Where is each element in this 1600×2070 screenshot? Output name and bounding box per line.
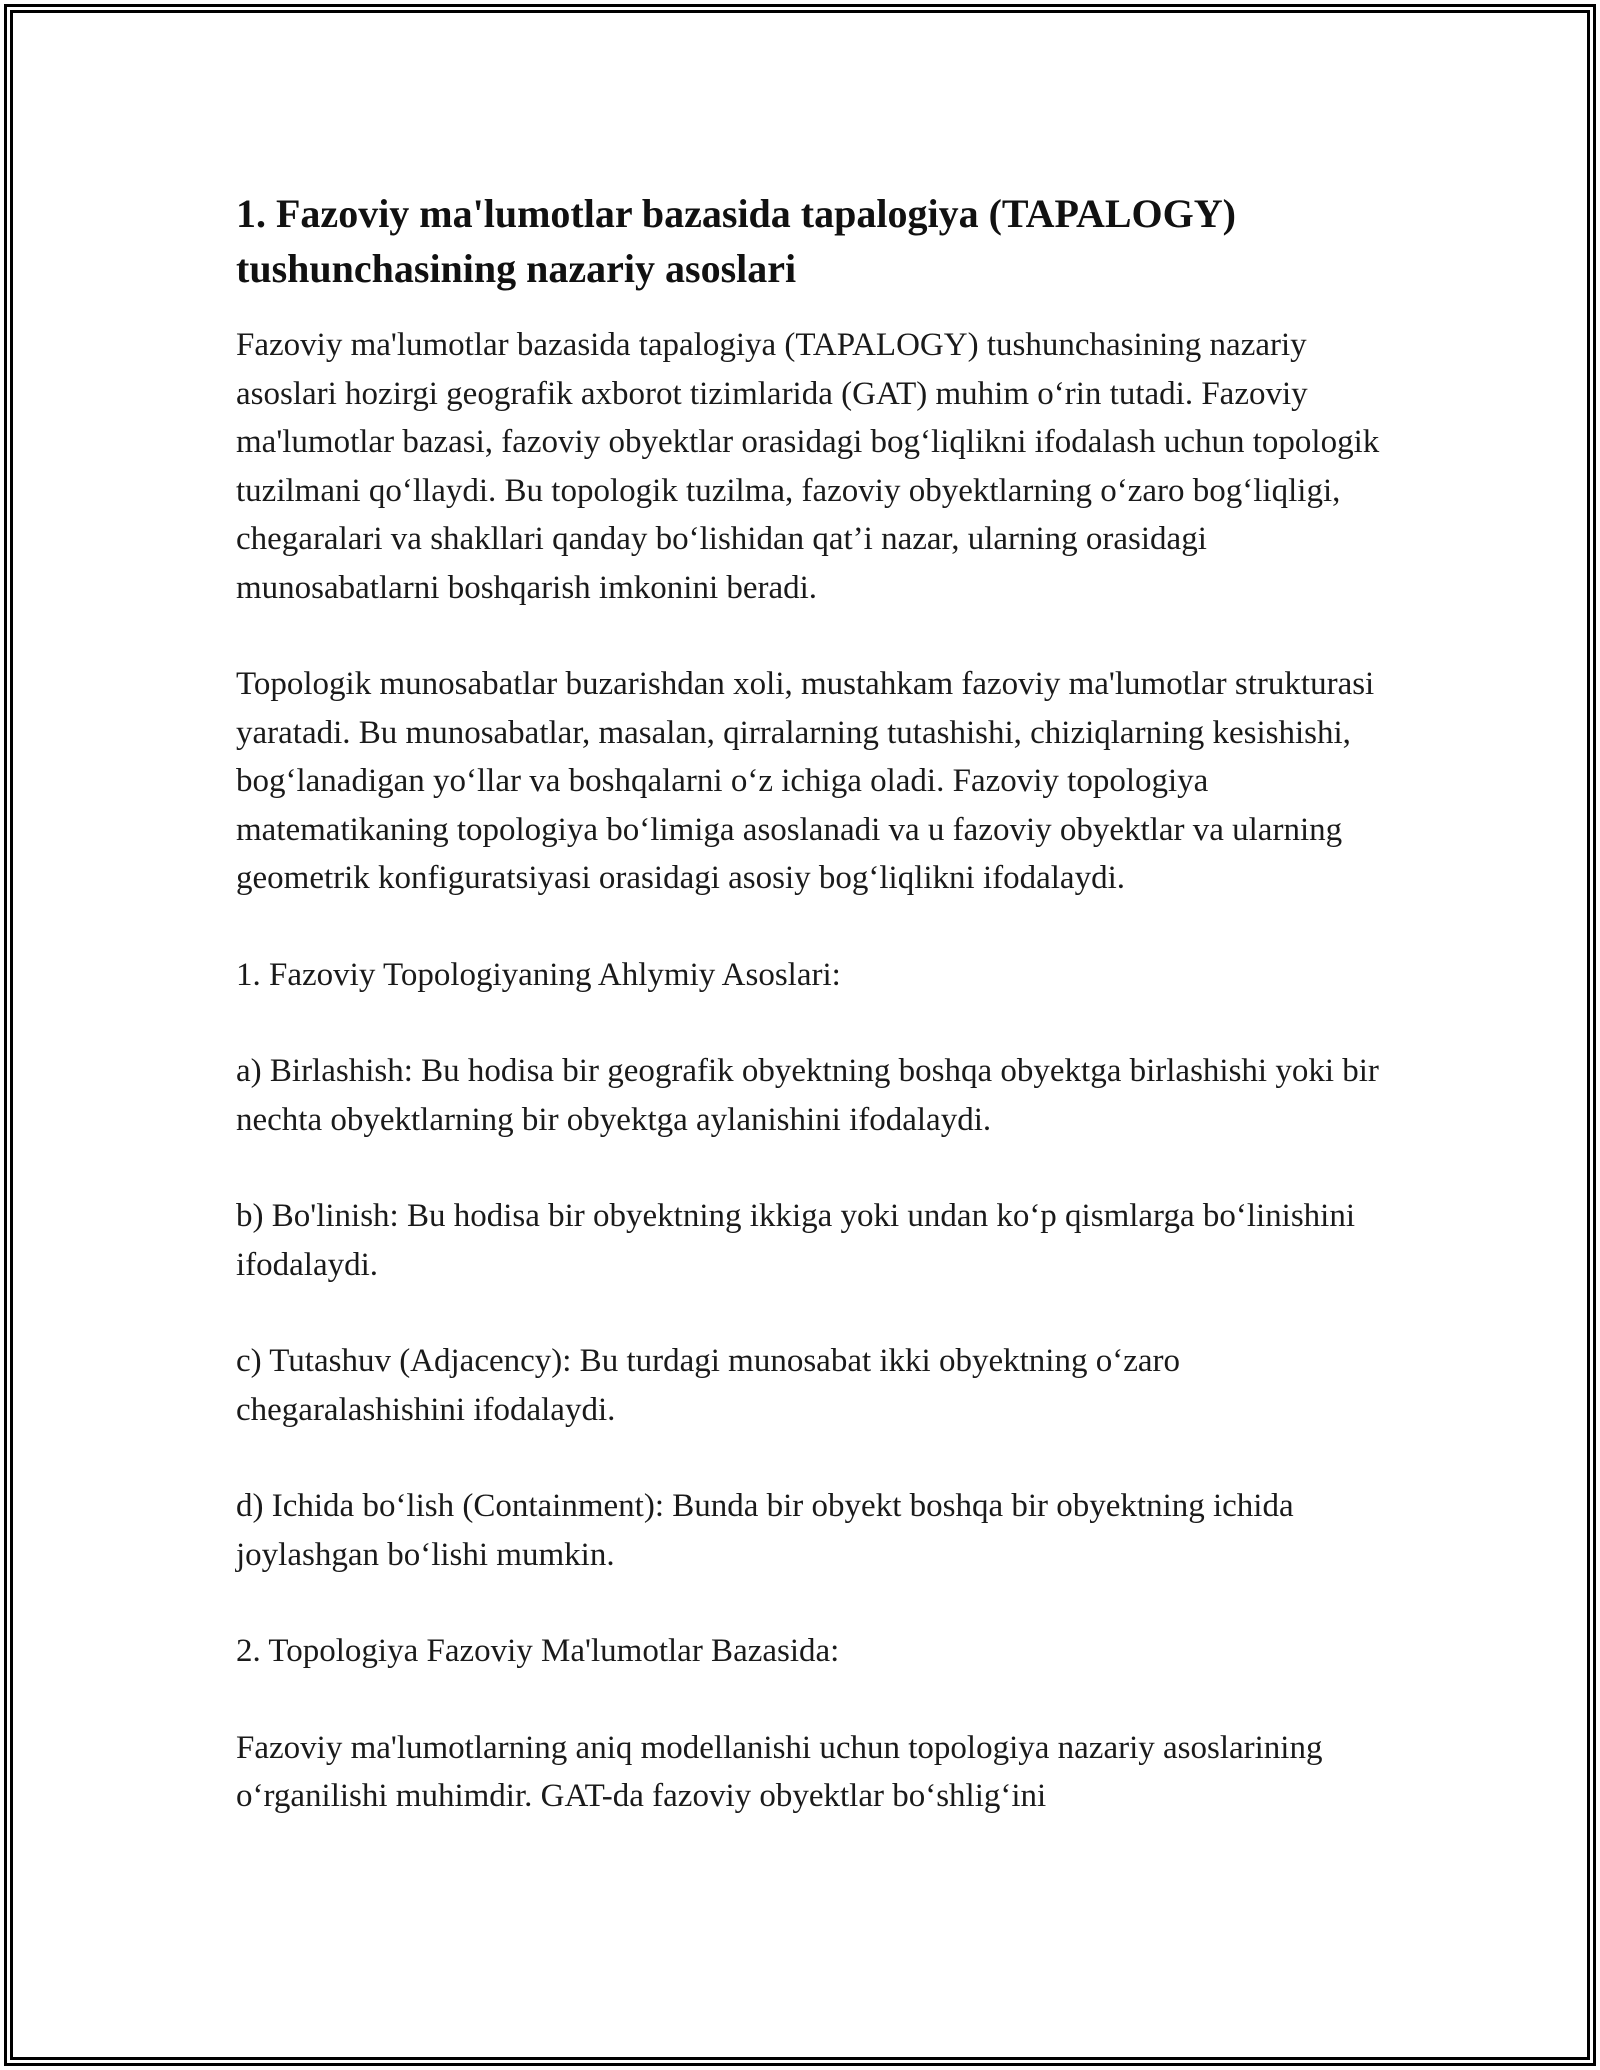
list-item-b: b) Bo'linish: Bu hodisa bir obyektning ikkiga yoki undan ko‘p qismlarga bo‘linishini ifodalaydi.: [236, 1198, 1356, 1283]
document-title: 1. Fazoviy ma'lumotlar bazasida tapalogiya (TAPALOGY) tushunchasining nazariy asoslari: [236, 191, 1236, 291]
list-item-a: a) Birlashish: Bu hodisa bir geografik obyektning boshqa obyektga birlashishi yoki bir nechta obyektlarning bir obyektga aylanishini ifodalaydi.: [236, 1053, 1379, 1138]
section-heading-1: 1. Fazoviy Topologiyaning Ahlymiy Asoslari:: [236, 956, 841, 993]
paragraph-modeling: Fazoviy ma'lumotlarning aniq modellanishi uchun topologiya nazariy asoslarining o‘rganilishi muhimdir. GAT-da fazoviy obyektlar bo‘shlig‘ini: [236, 1729, 1323, 1814]
list-item-c: c) Tutashuv (Adjacency): Bu turdagi munosabat ikki obyektning o‘zaro chegaralashishini ifodalaydi.: [236, 1343, 1180, 1428]
paragraph-topological-relations: Topologik munosabatlar buzarishdan xoli, mustahkam fazoviy ma'lumotlar strukturasi yaratadi. Bu munosabatlar, masalan, qirralarning tutashishi, chiziqlarning kesishishi, bog‘lanadigan yo‘llar va boshqalarni o‘z ichiga oladi. Fazoviy topologiya matematikaning topologiya bo‘limiga asoslanadi va u fazoviy obyektlar va ularning geometrik konfiguratsiyasi orasidagi asosiy bog‘liqlikni ifodalaydi.: [236, 666, 1375, 896]
document-body: [236, 186, 1386, 1821]
list-item-d: d) Ichida bo‘lish (Containment): Bunda bir obyekt boshqa bir obyektning ichida joylashgan bo‘lishi mumkin.: [236, 1488, 1294, 1573]
paragraph-intro: Fazoviy ma'lumotlar bazasida tapalogiya (TAPALOGY) tushunchasining nazariy asoslari hozirgi geografik axborot tizimlarida (GAT) muhim o‘rin tutadi. Fazoviy ma'lumotlar bazasi, fazoviy obyektlar orasidagi bog‘liqlikni ifodalash uchun topologik tuzilmani qo‘llaydi. Bu topologik tuzilma, fazoviy obyektlarning o‘zaro bog‘liqligi, chegaralari va shakllari qanday bo‘lishidan qat’i nazar, ularning orasidagi munosabatlarni boshqarish imkonini beradi.: [236, 327, 1380, 606]
section-heading-2: 2. Topologiya Fazoviy Ma'lumotlar Bazasida:: [236, 1633, 840, 1669]
